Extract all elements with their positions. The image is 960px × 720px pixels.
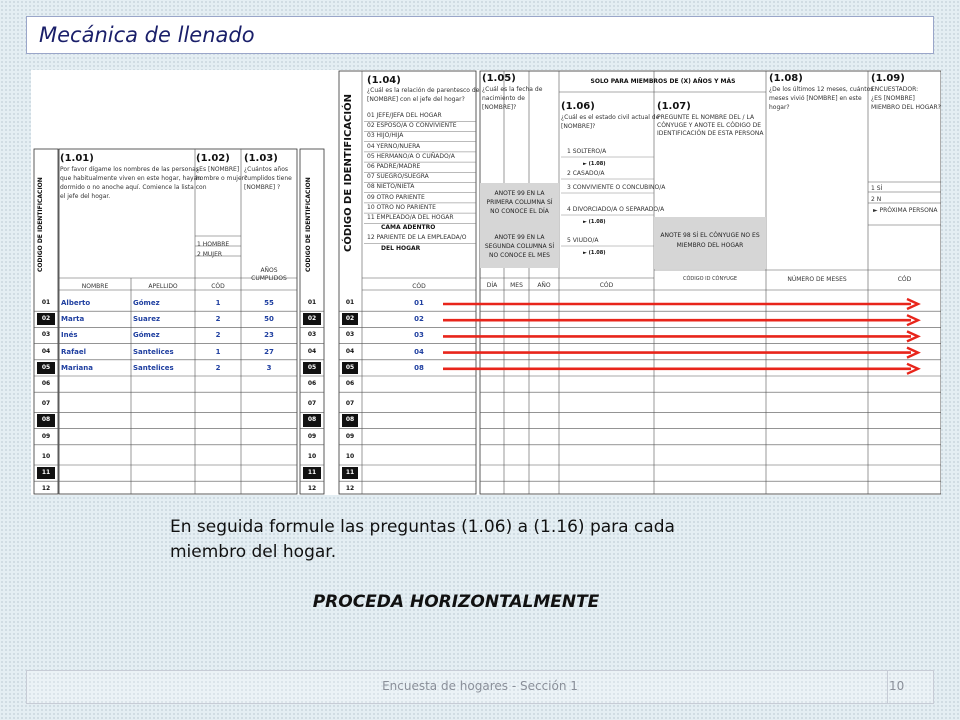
q109-skip: ► PRÓXIMA PERSONA — [873, 207, 938, 214]
code-header-left: CÓDIGO DE IDENTIFICACIÓN — [37, 177, 44, 272]
q107-text-3: IDENTIFICACIÓN DE ESTA PERSONA — [657, 130, 764, 137]
member-age: 3 — [266, 363, 272, 372]
row-code-cell: 11 — [37, 467, 55, 479]
row-code-cell: 10 — [41, 452, 51, 460]
code-header-large: CÓDIGO DE IDENTIFICACIÓN — [343, 94, 354, 252]
row-code-cell: 02 — [342, 313, 358, 325]
q104-option: 06 PADRE/MADRE — [367, 163, 421, 170]
row-code-cell: 10 — [307, 452, 317, 460]
row-code-cell: 12 — [345, 485, 355, 493]
row-code-cell: 02 — [303, 313, 321, 325]
row-code-cell: 04 — [41, 347, 51, 355]
q105-note-2a: ANOTE 99 EN LA — [494, 234, 545, 241]
q106-cod: CÓD — [599, 282, 614, 289]
member-surname: Gómez — [133, 331, 160, 340]
questionnaire-form-image — [31, 70, 941, 495]
q103-text-1: ¿Cuántos años — [244, 166, 288, 173]
q109-text-1: ENCUESTADOR: — [871, 86, 919, 93]
q104-option: 11 EMPLEADO/A DEL HOGAR — [367, 214, 454, 221]
q104-option: 12 PARIENTE DE LA EMPLEADA/O — [367, 234, 467, 242]
q106-option: 4 DIVORCIADO/A O SEPARADO/A — [567, 206, 665, 213]
q107-col: CÓDIGO ID CÓNYUGE — [683, 276, 737, 282]
q103-col-1: AÑOS — [260, 267, 278, 274]
q101-text-3: dormido o no anoche aquí. Comience la lista con — [60, 184, 207, 191]
member-age: 55 — [264, 299, 274, 307]
q107-text-1: PREGUNTE EL NOMBRE DEL / LA — [657, 114, 755, 121]
member-name: Inés — [61, 331, 78, 340]
q107-number: (1.07) — [657, 101, 691, 112]
footer-text: Encuesta de hogares - Sección 1 — [382, 679, 578, 693]
q106-number: (1.06) — [561, 101, 595, 112]
row-code-cell: 09 — [41, 432, 51, 440]
row-code-cell: 04 — [345, 347, 355, 355]
q104-option: 08 NIETO/NIETA — [367, 183, 415, 191]
row-code-cell: 08 — [303, 414, 321, 426]
member-name: Mariana — [61, 363, 93, 372]
q106-option: 5 VIUDO/A — [567, 237, 599, 244]
member-relation: 01 — [414, 299, 424, 307]
member-relation: 03 — [414, 331, 424, 340]
q104-option: 04 YERNO/NUERA — [367, 142, 421, 150]
code-header-middle: CÓDIGO DE IDENTIFICACIÓN — [305, 177, 312, 272]
instruction-text: En seguida formule las preguntas (1.06) a (1.16) para cada miembro del hogar. — [170, 517, 675, 562]
q105-note-2c: NO CONOCE EL MES — [489, 252, 550, 259]
row-code-cell: 01 — [41, 299, 51, 306]
row-code-cell: 04 — [307, 347, 317, 355]
slide-footer — [26, 670, 934, 704]
member-surname: Suarez — [133, 315, 161, 324]
page-number: 10 — [889, 679, 905, 693]
q105-note-1a: ANOTE 99 EN LA — [494, 190, 545, 197]
q105-text-3: [NOMBRE]? — [482, 104, 517, 111]
member-surname: Santelices — [133, 363, 174, 372]
row-code-cell: 02 — [37, 313, 55, 325]
q101-number: (1.01) — [60, 153, 94, 164]
q106-skip: ► (1.08) — [583, 161, 606, 167]
member-age: 27 — [264, 347, 274, 356]
q102-opt-1: 1 HOMBRE — [197, 241, 230, 248]
row-code-cell: 05 — [342, 362, 358, 374]
q104-option: 10 OTRO NO PARIENTE — [367, 203, 436, 211]
row-code-cell: 09 — [345, 432, 355, 440]
q108-col: NÚMERO DE MESES — [787, 276, 847, 283]
row-code-cell: 12 — [307, 485, 317, 493]
q108-number: (1.08) — [769, 73, 803, 84]
q109-text-3: MIEMBRO DEL HOGAR? — [871, 104, 941, 111]
q105-col-dia: DÍA — [486, 282, 498, 289]
q109-text-2: ¿ES [NOMBRE] — [871, 95, 915, 102]
member-surname: Santelices — [133, 347, 174, 356]
q104-option: CAMA ADENTRO — [381, 224, 436, 232]
q101-text-4: el jefe del hogar. — [60, 193, 111, 200]
solo-para-header: SOLO PARA MIEMBROS DE (X) AÑOS Y MÁS — [590, 78, 736, 85]
col-apellido: APELLIDO — [148, 283, 178, 290]
q108-text-1: ¿De los últimos 12 meses, cuántos — [769, 86, 874, 93]
member-relation: 08 — [414, 363, 424, 372]
q105-col-ano: AÑO — [537, 282, 551, 289]
row-code-cell: 11 — [303, 467, 321, 479]
row-code-cell: 11 — [342, 467, 358, 479]
row-code-cell: 07 — [345, 400, 355, 408]
q104-option: 07 SUEGRO/SUEGRA — [367, 173, 429, 181]
q104-option: 05 HERMANO/A O CUÑADO/A — [367, 152, 455, 160]
row-code-cell: 08 — [342, 414, 358, 426]
q103-text-2: cumplidos tiene — [244, 175, 292, 182]
q106-skip: ► (1.08) — [583, 219, 606, 225]
member-name: Rafael — [61, 347, 87, 356]
q105-text-1: ¿Cuál es la fecha de — [482, 86, 543, 93]
q103-number: (1.03) — [244, 153, 278, 164]
proceed-instruction: PROCEDA HORIZONTALMENTE — [312, 592, 600, 612]
q102-text-1: ¿Es [NOMBRE] — [196, 166, 240, 173]
member-name: Marta — [61, 315, 85, 324]
q107-note-1: ANOTE 98 SÍ EL CÓNYUGE NO ES — [660, 232, 760, 239]
q106-option: 2 CASADO/A — [567, 170, 605, 177]
member-relation: 02 — [414, 315, 424, 324]
row-code-cell: 10 — [345, 452, 355, 460]
q104-option: 09 OTRO PARIENTE — [367, 193, 425, 201]
row-code-cell: 07 — [307, 400, 317, 408]
q105-note-1b: PRIMERA COLUMNA SÍ — [486, 199, 553, 206]
slide-title: Mecánica de llenado — [39, 23, 255, 47]
q105-number: (1.05) — [482, 73, 516, 84]
slide-title-box — [26, 16, 934, 54]
q107-text-2: CÓNYUGE Y ANOTE EL CÓDIGO DE — [657, 122, 762, 129]
q108-text-2: meses vivió [NOMBRE] en este — [769, 95, 862, 102]
q109-opt-2: 2 N — [871, 196, 882, 203]
row-code-cell: 05 — [303, 362, 321, 374]
q102-opt-2: 2 MUJER — [197, 251, 223, 258]
q105-note-1c: NO CONOCE EL DÍA — [490, 208, 549, 215]
member-sex: 1 — [215, 299, 221, 307]
q105-col-mes: MES — [510, 282, 523, 289]
q106-skip: ► (1.08) — [583, 250, 606, 256]
row-code-cell: 06 — [345, 380, 355, 387]
q105-text-2: nacimiento de — [482, 95, 525, 102]
q104-number: (1.04) — [367, 75, 401, 86]
row-code-cell: 05 — [37, 362, 55, 374]
q106-option: 1 SOLTERO/A — [567, 148, 607, 155]
member-sex: 2 — [215, 363, 221, 372]
q109-opt-1: 1 SÍ — [871, 185, 883, 192]
q103-col-2: CUMPLIDOS — [251, 275, 287, 282]
q109-cod: CÓD — [897, 276, 912, 283]
q104-option: 02 ESPOSO/A O CONVIVIENTE — [367, 122, 457, 130]
member-relation: 04 — [414, 347, 424, 356]
member-name: Alberto — [61, 299, 91, 307]
member-sex: 2 — [215, 315, 221, 324]
q104-text-2: [NOMBRE] con el jefe del hogar? — [367, 96, 465, 103]
q106-text-1: ¿Cuál es el estado civil actual de — [561, 114, 660, 121]
q105-note-2b: SEGUNDA COLUMNA SÍ — [484, 243, 555, 250]
col-nombre: NOMBRE — [81, 283, 109, 290]
member-sex: 2 — [215, 331, 221, 340]
q104-text-1: ¿Cuál es la relación de parentesco de — [367, 87, 480, 94]
q108-text-3: hogar? — [769, 104, 790, 111]
q107-note-2: MIEMBRO DEL HOGAR — [676, 242, 744, 249]
q106-text-2: [NOMBRE]? — [561, 123, 596, 130]
q104-option: 03 HIJO/HIJA — [367, 132, 404, 140]
row-code-cell: 06 — [41, 380, 51, 387]
q101-text-1: Por favor dígame los nombres de las personas — [60, 166, 199, 173]
member-age: 50 — [264, 315, 274, 324]
q109-number: (1.09) — [871, 73, 905, 84]
row-code-cell: 01 — [307, 299, 317, 306]
footer-divider — [887, 671, 888, 703]
q103-text-3: [NOMBRE] ? — [244, 184, 281, 191]
member-surname: Gómez — [133, 299, 160, 307]
q106-option: 3 CONVIVIENTE O CONCUBINO/A — [567, 184, 666, 191]
q104-cod: CÓD — [412, 283, 426, 290]
row-code-cell: 09 — [307, 432, 317, 440]
row-code-cell: 08 — [37, 414, 55, 426]
q104-option: 01 JEFE/JEFA DEL HOGAR — [367, 112, 442, 119]
row-code-cell: 06 — [307, 380, 317, 387]
row-code-cell: 07 — [41, 400, 51, 408]
q102-cod: CÓD — [211, 283, 225, 290]
row-code-cell: 03 — [41, 331, 51, 339]
q101-text-2: que habitualmente viven en este hogar, hayan — [60, 175, 202, 182]
q102-text-2: hombre o mujer? — [196, 175, 248, 182]
row-code-cell: 03 — [307, 331, 317, 339]
row-code-cell: 01 — [345, 299, 355, 306]
q104-option: DEL HOGAR — [381, 244, 421, 252]
row-code-cell: 12 — [41, 485, 51, 493]
member-sex: 1 — [215, 347, 221, 356]
row-code-cell: 03 — [345, 331, 355, 339]
member-age: 23 — [264, 331, 274, 340]
q102-number: (1.02) — [196, 153, 230, 164]
